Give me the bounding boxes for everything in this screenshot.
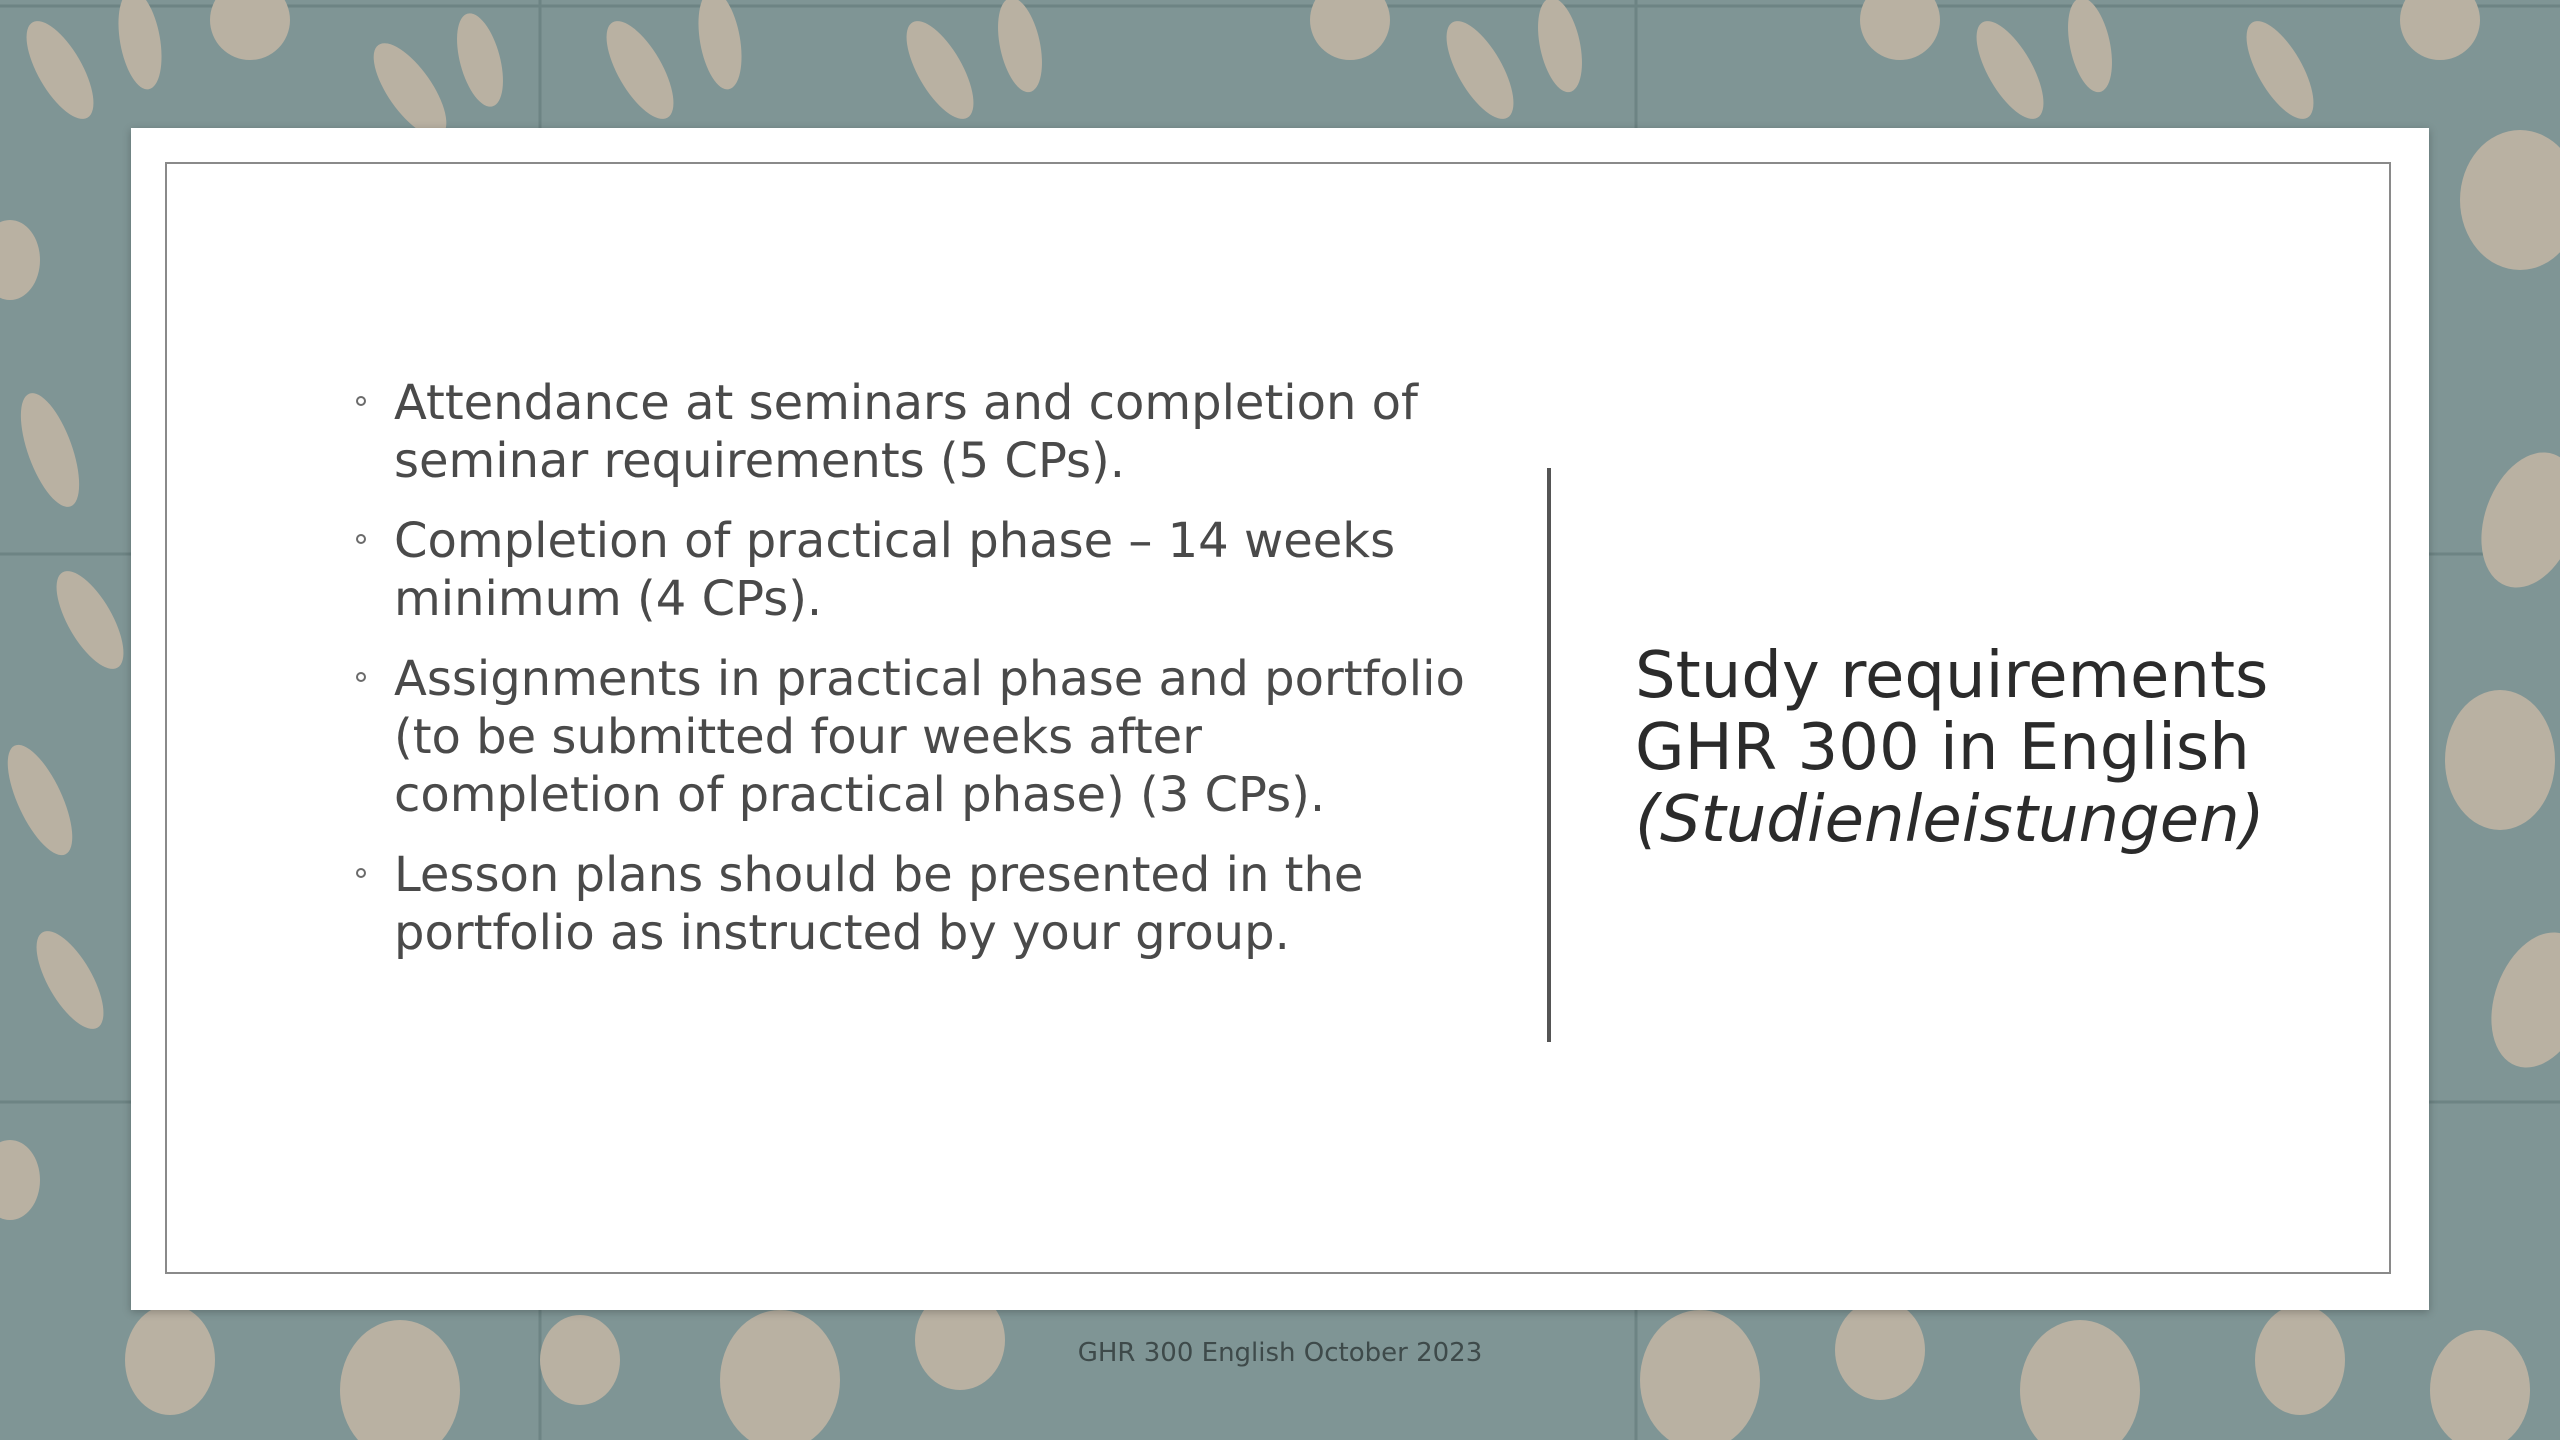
bullet-list: [352, 374, 1482, 984]
bullet-circle-icon: [356, 534, 366, 544]
slide-frame: [165, 162, 2391, 1274]
title-line-2: GHR 300 in English: [1635, 711, 2250, 785]
title-line-3: (Studienleistungen): [1635, 783, 2265, 857]
bullet-circle-icon: [356, 396, 366, 406]
list-item: [352, 512, 1482, 628]
vertical-divider: [1547, 468, 1551, 1042]
list-item: [352, 846, 1482, 962]
bullet-text: Completion of practical phase – 14 weeks minimum (4 CPs).: [394, 513, 1396, 627]
bullet-circle-icon: [356, 672, 366, 682]
list-item: [352, 650, 1482, 824]
slide-title: [1635, 640, 2355, 856]
list-item: [352, 374, 1482, 490]
bullet-text: Attendance at seminars and completion of seminar requirements (5 CPs).: [394, 375, 1418, 489]
title-line-1: Study requirements: [1635, 639, 2269, 713]
slide-footer: GHR 300 English October 2023: [1077, 1338, 1483, 1368]
slide-card: [131, 128, 2429, 1310]
bullet-text: Assignments in practical phase and portfolio (to be submitted four weeks after completion of practical phase) (3 CPs).: [394, 651, 1465, 823]
bullet-circle-icon: [356, 868, 366, 878]
bullet-text: Lesson plans should be presented in the portfolio as instructed by your group.: [394, 847, 1364, 961]
